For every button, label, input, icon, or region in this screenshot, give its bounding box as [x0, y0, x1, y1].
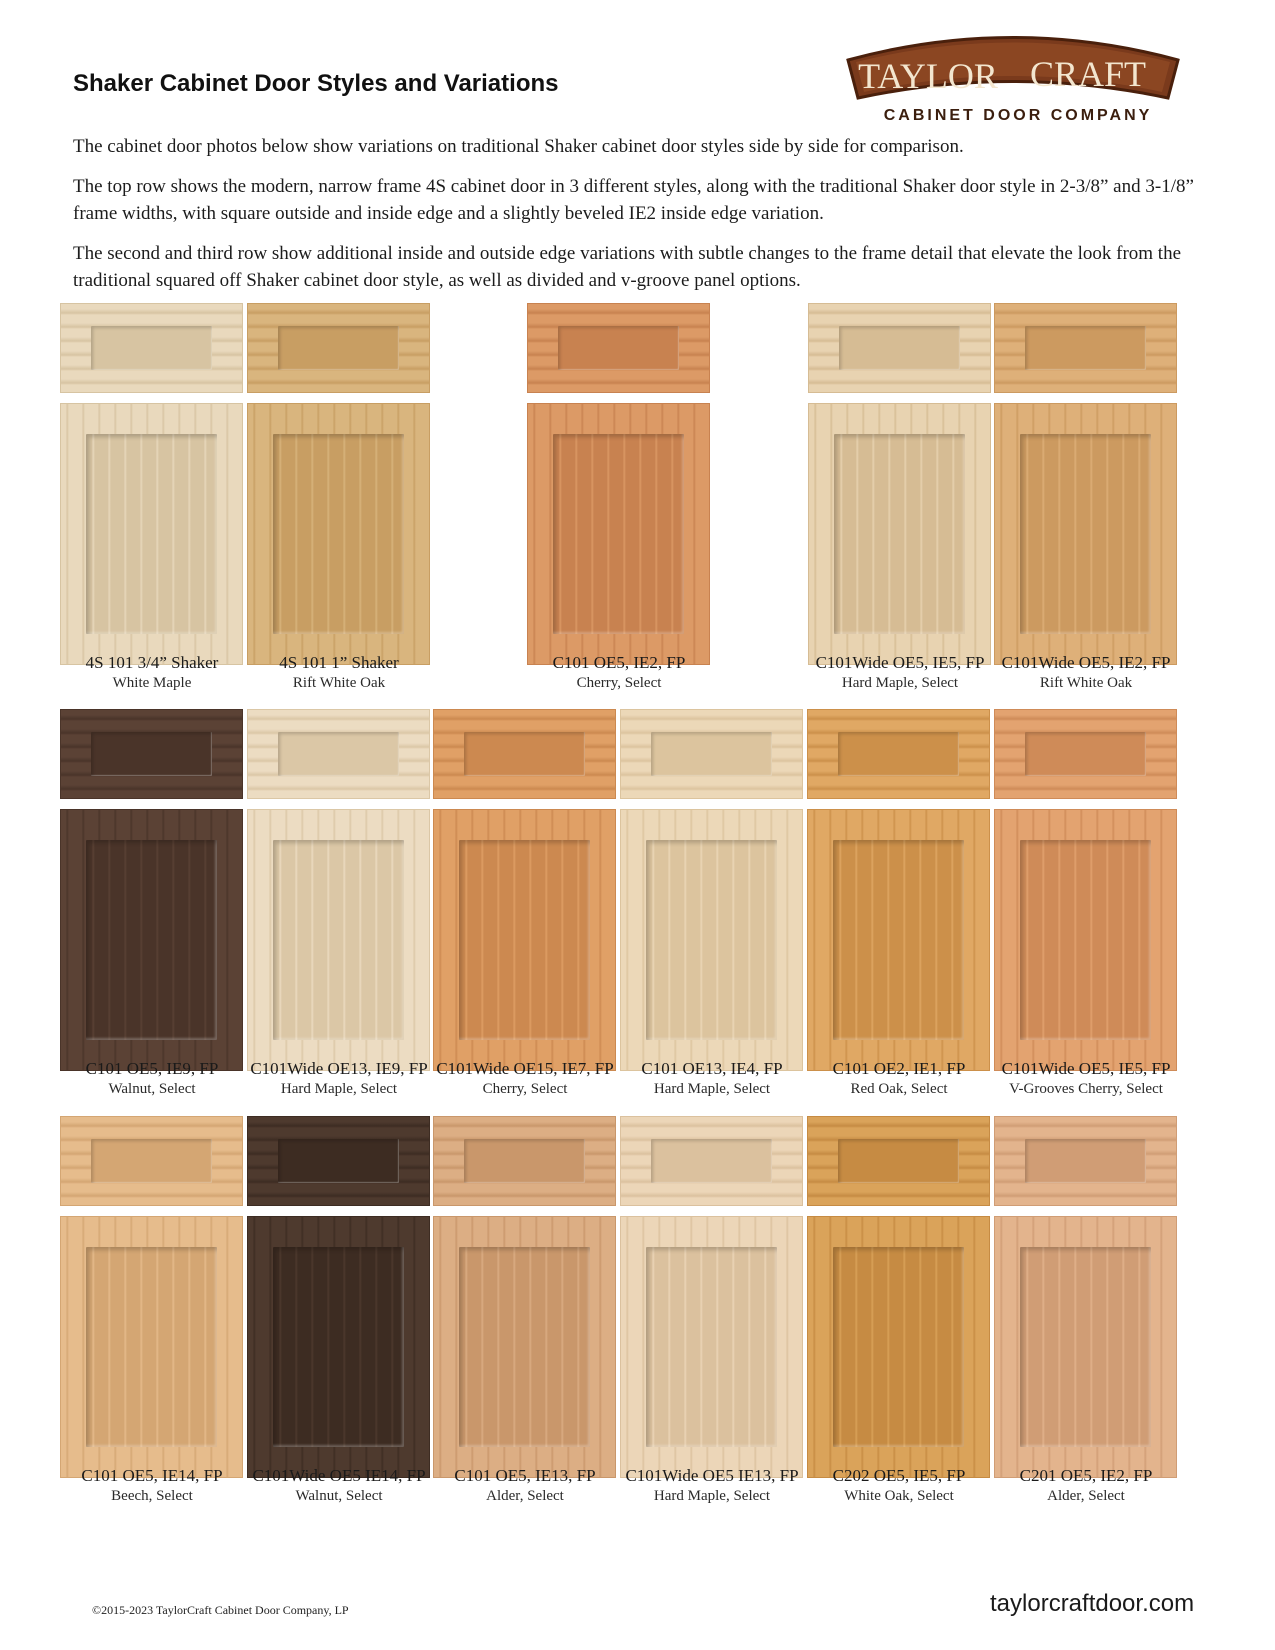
door-model-label: C202 OE5, IE5, FP [832, 1466, 966, 1485]
cabinet-door-sample [807, 709, 990, 1071]
logo-tagline: CABINET DOOR COMPANY [883, 107, 1153, 124]
door-recessed-panel [646, 840, 778, 1039]
page-title: Shaker Cabinet Door Styles and Variations [73, 70, 559, 97]
door-recessed-panel [273, 434, 405, 633]
door-wood-label: Hard Maple, Select [653, 1488, 771, 1504]
drawer-recessed-panel [839, 326, 960, 369]
door-caption [986, 652, 1186, 694]
door-model-label: C101Wide OE5 IE14, FP [252, 1466, 426, 1485]
door-front-image [527, 403, 710, 665]
door-caption [239, 1058, 439, 1100]
door-wood-label: White Maple [112, 675, 192, 691]
door-caption [52, 1058, 252, 1100]
door-recessed-panel [459, 1247, 591, 1446]
door-front-image [807, 1216, 990, 1478]
door-caption [612, 1058, 812, 1100]
intro-paragraph-2: The top row shows the modern, narrow frame 4S cabinet door in 3 different styles, along with the traditional Shaker door style in 2-3/8” and 3-1/8” frame widths, with square outside and inside edge and a slightly beveled IE2 inside edge variation. [73, 176, 1194, 224]
door-wood-label: Hard Maple, Select [653, 1081, 771, 1097]
drawer-front-image [807, 1116, 990, 1206]
door-front-image [247, 1216, 430, 1478]
cabinet-door-sample [247, 709, 430, 1071]
door-model-label: C201 OE5, IE2, FP [1019, 1466, 1153, 1485]
cabinet-door-sample [808, 303, 991, 665]
door-front-image [620, 809, 803, 1071]
logo-brand-left: TAYLOR [858, 56, 998, 96]
door-front-image [247, 809, 430, 1071]
door-caption [52, 1465, 252, 1507]
door-model-label: C101Wide OE15, IE7, FP [436, 1059, 614, 1078]
door-caption [425, 1465, 625, 1507]
door-front-image [433, 809, 616, 1071]
door-model-label: C101 OE13, IE4, FP [641, 1059, 783, 1078]
drawer-front-image [994, 1116, 1177, 1206]
cabinet-door-sample [247, 1116, 430, 1478]
door-recessed-panel [86, 840, 218, 1039]
cabinet-door-sample [807, 1116, 990, 1478]
cabinet-door-sample [433, 1116, 616, 1478]
door-wood-label: Alder, Select [486, 1488, 564, 1504]
door-recessed-panel [273, 1247, 405, 1446]
door-wood-label: Walnut, Select [295, 1488, 383, 1504]
cabinet-door-sample [620, 1116, 803, 1478]
door-front-image [994, 1216, 1177, 1478]
door-wood-label: Cherry, Select [482, 1081, 568, 1097]
drawer-recessed-panel [278, 732, 399, 775]
drawer-front-image [247, 1116, 430, 1206]
door-front-image [60, 1216, 243, 1478]
door-model-label: C101Wide OE5, IE2, FP [1001, 653, 1171, 672]
door-wood-label: Hard Maple, Select [280, 1081, 398, 1097]
drawer-front-image [60, 1116, 243, 1206]
drawer-front-image [247, 709, 430, 799]
door-front-image [433, 1216, 616, 1478]
cabinet-door-sample [994, 303, 1177, 665]
website-url: taylorcraftdoor.com [990, 1590, 1195, 1617]
cabinet-door-sample [60, 709, 243, 1071]
drawer-front-image [60, 303, 243, 393]
door-model-label: C101 OE5, IE13, FP [454, 1466, 596, 1485]
door-front-image [807, 809, 990, 1071]
door-model-label: C101Wide OE5 IE13, FP [625, 1466, 799, 1485]
cabinet-door-sample [60, 1116, 243, 1478]
door-recessed-panel [1020, 1247, 1152, 1446]
door-model-label: C101 OE2, IE1, FP [832, 1059, 966, 1078]
drawer-recessed-panel [838, 732, 959, 775]
door-model-label: 4S 101 3/4” Shaker [85, 653, 219, 672]
door-model-label: C101 OE5, IE2, FP [552, 653, 686, 672]
door-model-label: C101 OE5, IE9, FP [85, 1059, 219, 1078]
door-front-image [60, 403, 243, 665]
drawer-recessed-panel [558, 326, 679, 369]
cabinet-door-sample [620, 709, 803, 1071]
door-caption [986, 1465, 1186, 1507]
drawer-front-image [808, 303, 991, 393]
door-caption [425, 1058, 625, 1100]
door-front-image [994, 403, 1177, 665]
door-model-label: 4S 101 1” Shaker [279, 653, 399, 672]
drawer-recessed-panel [651, 1139, 772, 1182]
cabinet-door-sample [527, 303, 710, 665]
cabinet-door-sample [994, 709, 1177, 1071]
drawer-front-image [994, 709, 1177, 799]
cabinet-door-sample [433, 709, 616, 1071]
door-caption [52, 652, 252, 694]
door-recessed-panel [86, 434, 218, 633]
door-wood-label: Walnut, Select [108, 1081, 196, 1097]
cabinet-door-sample [247, 303, 430, 665]
drawer-recessed-panel [651, 732, 772, 775]
drawer-recessed-panel [1025, 326, 1146, 369]
cabinet-door-sample [994, 1116, 1177, 1478]
door-model-label: C101Wide OE5, IE5, FP [815, 653, 985, 672]
drawer-recessed-panel [464, 1139, 585, 1182]
door-front-image [60, 809, 243, 1071]
drawer-front-image [620, 709, 803, 799]
taylorcraft-logo [838, 20, 1188, 126]
drawer-recessed-panel [1025, 1139, 1146, 1182]
door-wood-label: Alder, Select [1047, 1488, 1125, 1504]
door-front-image [620, 1216, 803, 1478]
drawer-front-image [527, 303, 710, 393]
door-recessed-panel [1020, 840, 1152, 1039]
door-recessed-panel [833, 1247, 965, 1446]
logo-brand-right: CRAFT [1029, 54, 1147, 94]
door-wood-label: V-Grooves Cherry, Select [1009, 1081, 1163, 1097]
drawer-recessed-panel [91, 1139, 212, 1182]
door-recessed-panel [1020, 434, 1152, 633]
door-recessed-panel [553, 434, 685, 633]
cabinet-door-sample [60, 303, 243, 665]
door-recessed-panel [86, 1247, 218, 1446]
drawer-front-image [60, 709, 243, 799]
door-recessed-panel [833, 840, 965, 1039]
drawer-front-image [807, 709, 990, 799]
drawer-recessed-panel [91, 732, 212, 775]
door-model-label: C101Wide OE13, IE9, FP [250, 1059, 428, 1078]
door-caption [612, 1465, 812, 1507]
drawer-front-image [433, 1116, 616, 1206]
intro-paragraph-3: The second and third row show additional inside and outside edge variations with subtle changes to the frame detail that elevate the look from the traditional squared off Shaker cabinet door style, as well as divided and v-groove panel options. [73, 243, 1182, 291]
door-wood-label: Rift White Oak [1039, 675, 1133, 691]
door-recessed-panel [273, 840, 405, 1039]
drawer-front-image [620, 1116, 803, 1206]
drawer-front-image [433, 709, 616, 799]
drawer-recessed-panel [278, 1139, 399, 1182]
door-wood-label: White Oak, Select [844, 1488, 954, 1504]
door-caption [799, 1058, 999, 1100]
door-caption [239, 1465, 439, 1507]
drawer-recessed-panel [838, 1139, 959, 1182]
door-wood-label: Beech, Select [111, 1488, 193, 1504]
drawer-recessed-panel [278, 326, 399, 369]
drawer-recessed-panel [464, 732, 585, 775]
door-recessed-panel [459, 840, 591, 1039]
door-caption [799, 1465, 999, 1507]
door-wood-label: Red Oak, Select [850, 1081, 948, 1097]
door-model-label: C101Wide OE5, IE5, FP [1001, 1059, 1171, 1078]
intro-paragraph-1: The cabinet door photos below show variations on traditional Shaker cabinet door styles side by side for comparison. [73, 136, 964, 157]
door-wood-label: Rift White Oak [292, 675, 386, 691]
door-recessed-panel [646, 1247, 778, 1446]
drawer-recessed-panel [91, 326, 212, 369]
drawer-recessed-panel [1025, 732, 1146, 775]
drawer-front-image [247, 303, 430, 393]
door-caption [239, 652, 439, 694]
door-front-image [247, 403, 430, 665]
door-recessed-panel [834, 434, 966, 633]
door-caption [519, 652, 719, 694]
door-wood-label: Hard Maple, Select [841, 675, 959, 691]
door-caption [800, 652, 1000, 694]
door-model-label: C101 OE5, IE14, FP [81, 1466, 223, 1485]
door-wood-label: Cherry, Select [576, 675, 662, 691]
door-caption [986, 1058, 1186, 1100]
drawer-front-image [994, 303, 1177, 393]
door-front-image [994, 809, 1177, 1071]
door-front-image [808, 403, 991, 665]
copyright-notice: ©2015-2023 TaylorCraft Cabinet Door Company, LP [92, 1603, 349, 1617]
